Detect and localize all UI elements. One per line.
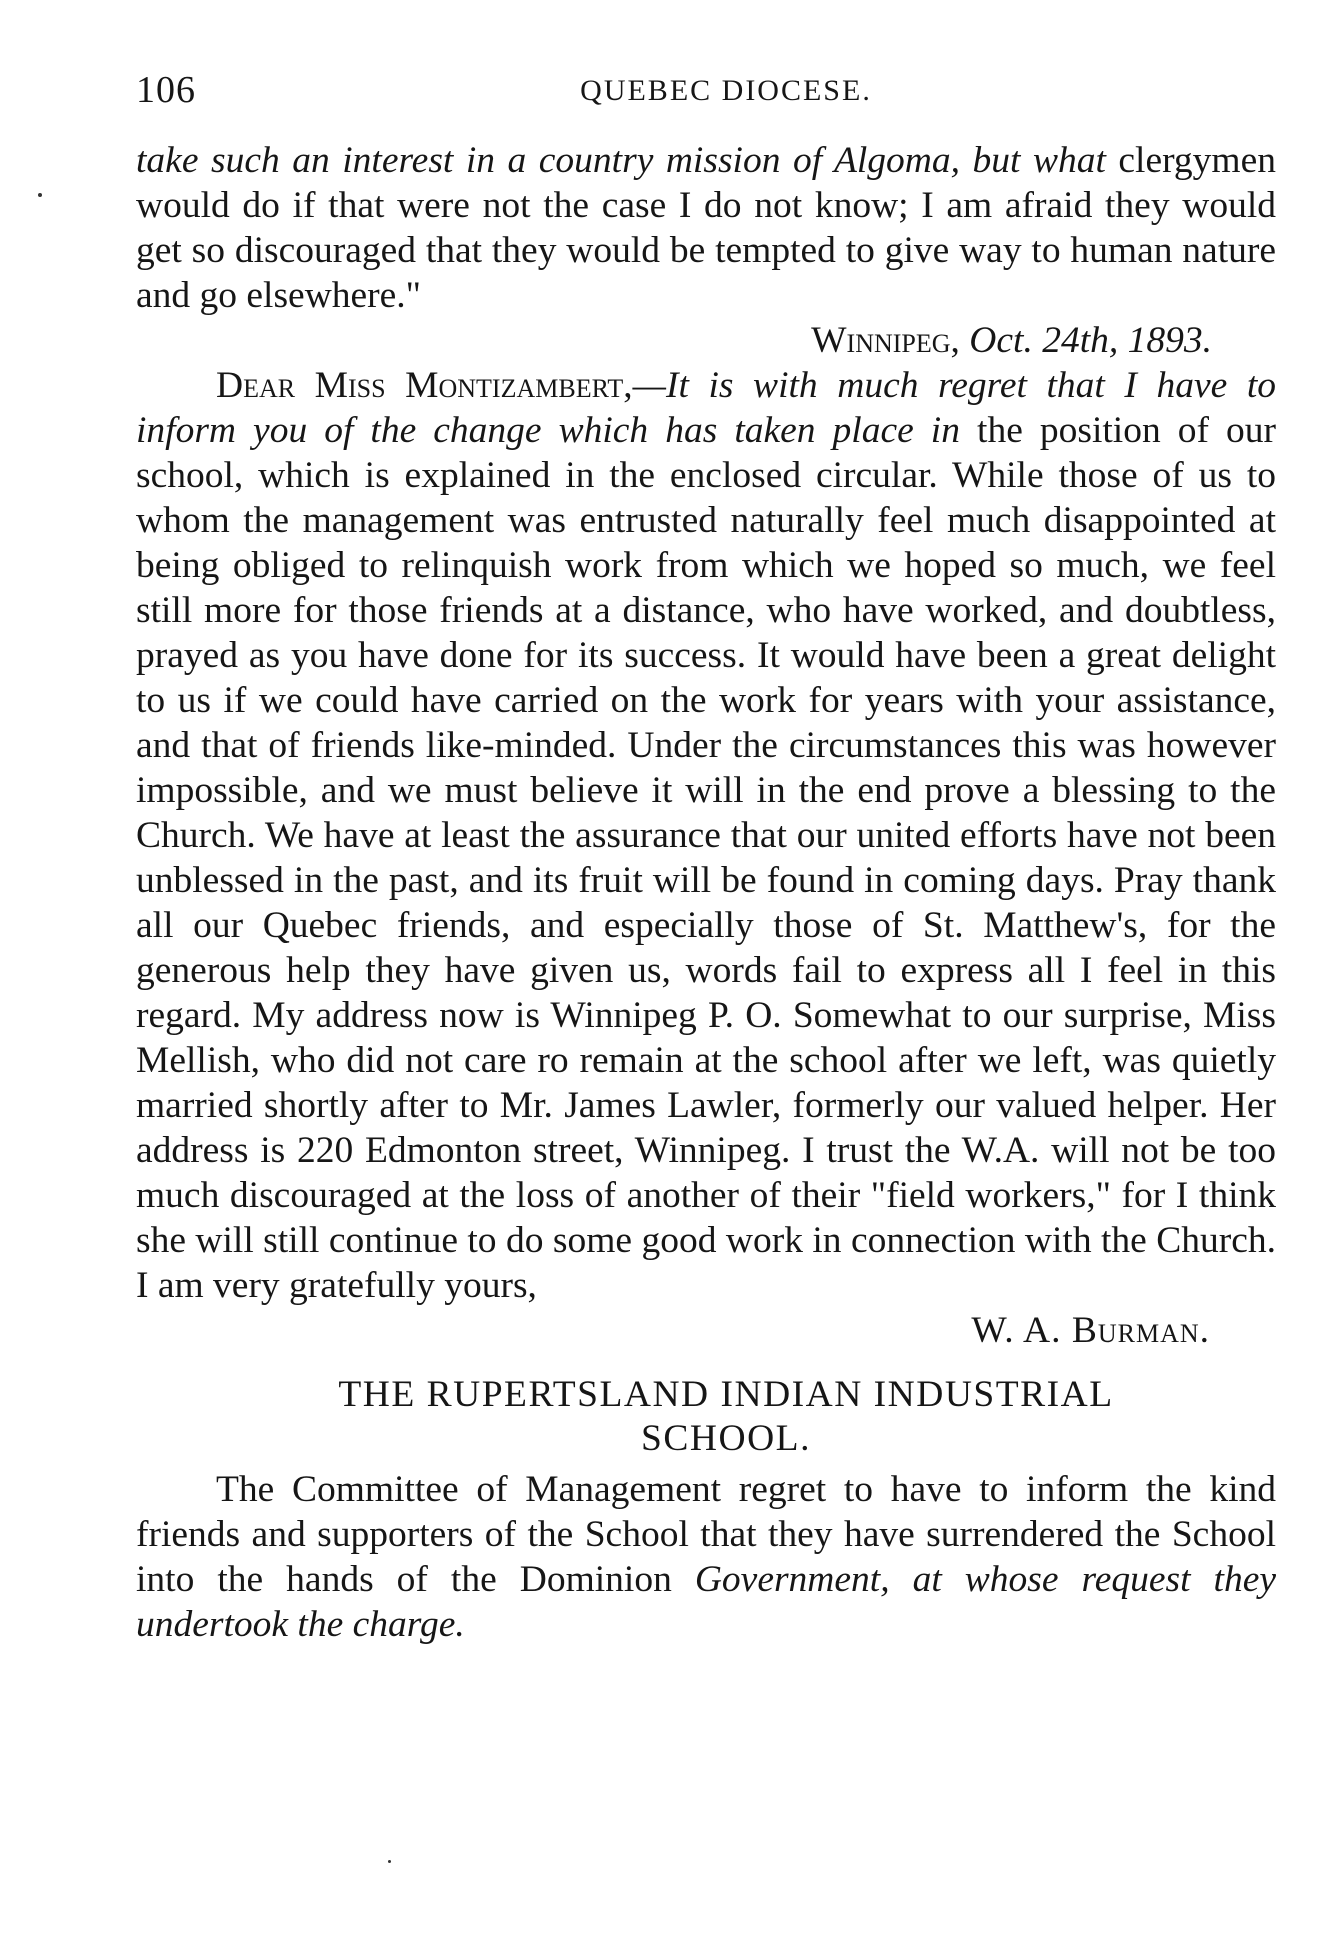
letter-signature bbox=[136, 1308, 1276, 1353]
signature-text: W. A. Burman. bbox=[971, 1310, 1210, 1351]
letter-text: the position of our school, which is explained in the enclosed circular. While those of us to whom the management was entrusted naturally feel much disappointed at being obliged to relinquish work from which we hoped so much, we feel still more for those friends at a distance, who have worked, and doubtless, prayed as you have done for its success. It would have been a great delight to us if we could have carried on the work for years with your assistance, and that of friends like-minded. Under the circumstances this was however impossible, and we must believe it will in the end prove a blessing to the Church. We have at least the assurance that our united efforts have not been unblessed in the past, and its fruit will be found in coming days. Pray thank all our Quebec friends, and especially those of St. Matthew's, for the generous help they have given us, words fail to express all I feel in this regard. My address now is Winnipeg P. O. Somewhat to our surprise, Miss Mellish, who did not care ro remain at the school after we left, was quietly married shortly after to Mr. James Lawler, formerly our valued helper. Her address is 220 Edmonton street, Winnipeg. I trust the W.A. will not be too much discouraged at the loss of another of their "field workers," for I think she will still continue to do some good work in connection with the Church. I am very gratefully yours, bbox=[136, 410, 1277, 1306]
section-heading-line2: SCHOOL. bbox=[641, 1418, 811, 1459]
letter-opening-italic: —It is with much regret that I have to inform you of the change which has taken place in bbox=[136, 365, 1276, 451]
letter-salutation: Dear Miss Montizambert, bbox=[216, 365, 633, 406]
dateline-place: Winnipeg, bbox=[811, 320, 960, 361]
section-paragraph-italic: Government, at whose request they undertook the charge. bbox=[136, 1559, 1276, 1645]
stray-mark bbox=[388, 1860, 391, 1863]
section-heading bbox=[136, 1373, 1276, 1461]
dateline bbox=[136, 318, 1276, 363]
page-header bbox=[136, 68, 1276, 118]
paragraph-continuation-italic: take such an interest in a country mission of Algoma, but what bbox=[136, 140, 1106, 181]
letter-body bbox=[136, 363, 1276, 1308]
section-heading-line1: THE RUPERTSLAND INDIAN INDUSTRIAL bbox=[338, 1374, 1114, 1415]
running-head: QUEBEC DIOCESE. bbox=[580, 74, 872, 107]
page-body bbox=[136, 138, 1276, 1647]
section-paragraph-text: The Committee of Management regret to have to inform the kind friends and supporters of the School that they have surrendered the School into the hands of the Dominion bbox=[136, 1469, 1276, 1600]
paragraph-continuation-text: clergymen would do if that were not the case I do not know; I am afraid they would get so discouraged that they would be tempted to give way to human nature and go elsewhere." bbox=[136, 140, 1276, 316]
paragraph-continuation bbox=[136, 138, 1276, 318]
stray-mark bbox=[38, 193, 42, 197]
page-number: 106 bbox=[136, 69, 196, 111]
section-paragraph bbox=[136, 1467, 1276, 1647]
dateline-date: Oct. 24th, 1893. bbox=[969, 320, 1212, 361]
